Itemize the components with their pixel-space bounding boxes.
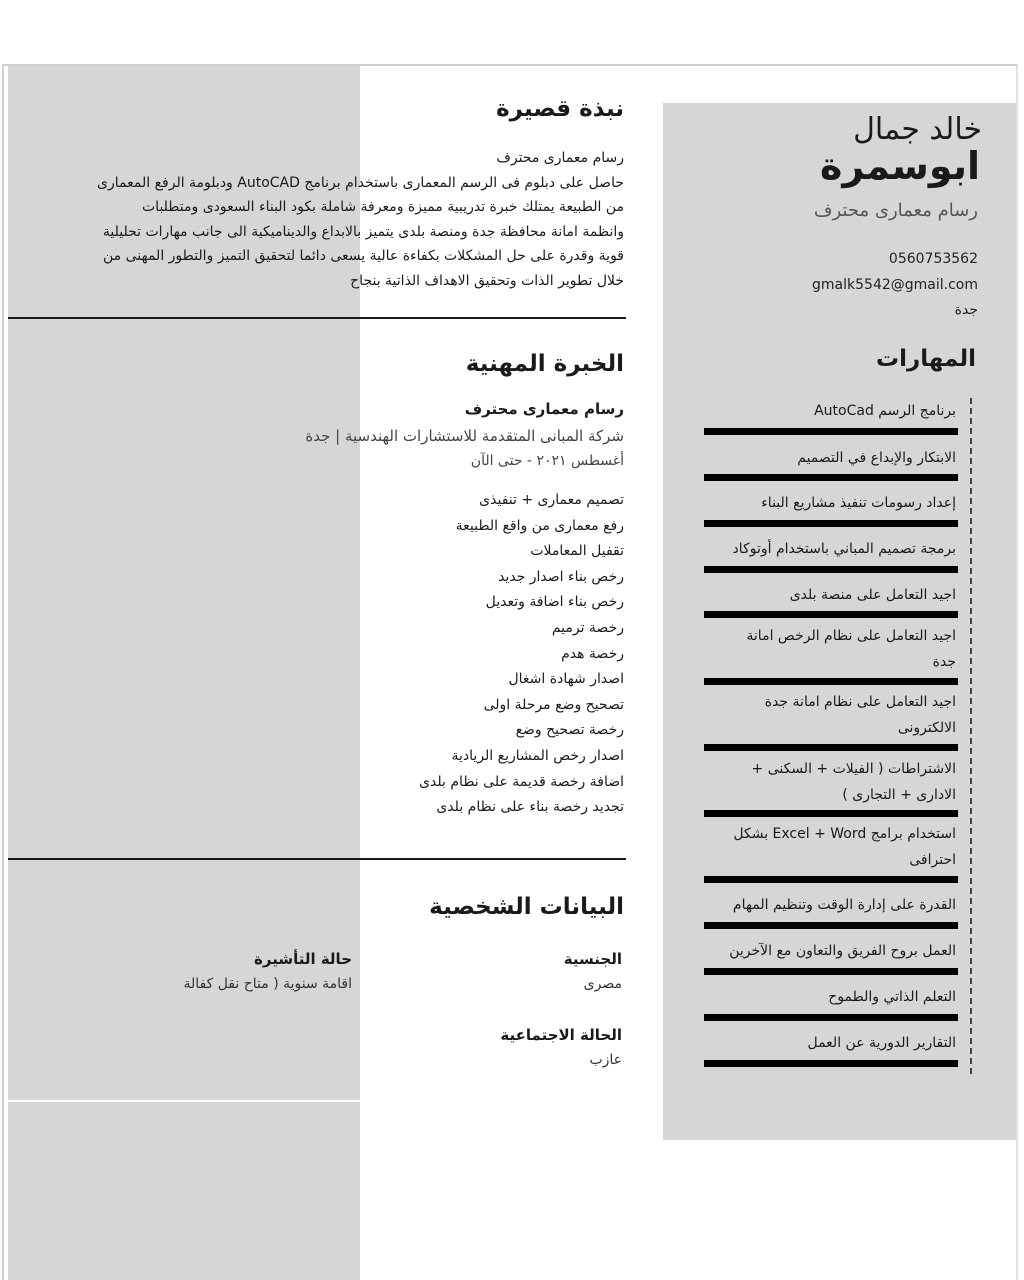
duty-item: رخصة هدم: [561, 645, 624, 662]
duty-item: رفع معمارى من واقع الطبيعة: [455, 517, 624, 534]
job-dates: أغسطس ٢٠٢١ - حتى الآن: [470, 453, 624, 469]
skill-item: برمجة تصميم المباني باستخدام أوتوكاد: [732, 541, 956, 557]
skills-heading: المهارات: [876, 346, 976, 372]
personal-heading: البيانات الشخصية: [429, 894, 624, 920]
duty-item: رخصة ترميم: [551, 619, 624, 636]
divider: [8, 858, 626, 860]
city: جدة: [954, 302, 978, 318]
skill-item: استخدام برامج Excel + Word بشكل احترافى: [733, 826, 956, 868]
divider: [8, 317, 626, 319]
duty-item: اصدار رخص المشاريع الريادية: [451, 747, 624, 764]
marital-label: الحالة الاجتماعية: [500, 1026, 622, 1044]
skill-bar: [704, 1060, 958, 1067]
email-address[interactable]: gmalk5542@gmail.com: [812, 277, 978, 293]
about-line: حاصل على دبلوم فى الرسم المعمارى باستخدام برنامج AutoCAD ودبلومة الرفع المعمارى: [97, 174, 624, 191]
skill-item: العمل بروح الفريق والتعاون مع الآخرين: [729, 943, 956, 959]
skill-bar: [704, 876, 958, 883]
about-line: خلال تطوير الذات وتحقيق الاهداف الذاتية بنجاح: [350, 272, 624, 289]
company-name: شركة المبانى المتقدمة للاستشارات الهندسية | جدة: [305, 427, 624, 445]
skill-item: الابتكار والإبداع في التصميم: [797, 450, 956, 466]
skill-item: اجيد التعامل على منصة بلدى: [789, 587, 956, 603]
about-line: قوية وقدرة على حل المشكلات بكفاءة عالية يسعى دائما لتحقيق التميز والتطور المهنى من: [103, 248, 624, 264]
duty-item: رخص بناء اضافة وتعديل: [485, 594, 624, 611]
visa-value: اقامة سنوية ( متاح نقل كفالة: [183, 976, 352, 992]
skill-bar: [704, 1014, 958, 1021]
skill-item: اجيد التعامل على نظام امانة جدة الالكترونى: [764, 694, 956, 736]
duty-item: رخصة تصحيح وضع: [515, 722, 624, 739]
duty-item: رخص بناء اصدار جديد: [498, 568, 624, 585]
about-line: من الطبيعة يمتلك خبرة تدريبية مميزة ومعرفة شاملة بكود البناء السعودى ومتطلبات: [142, 199, 624, 215]
about-heading: نبذة قصيرة: [496, 96, 624, 122]
skill-item: إعداد رسومات تنفيذ مشاريع البناء: [761, 495, 956, 511]
skill-bar: [704, 968, 958, 975]
skill-bar: [704, 520, 958, 527]
skill-item: برنامج الرسم AutoCad: [814, 403, 956, 419]
skill-item: اجيد التعامل على نظام الرخص امانة جدة: [746, 628, 956, 670]
visa-label: حالة التأشيرة: [254, 950, 352, 968]
skill-item: القدرة على إدارة الوقت وتنظيم المهام: [732, 897, 956, 913]
about-line: وانظمة امانة محافظة جدة ومنصة بلدى يتميز بالابداع والديناميكية الى جانب مهارات تحليلية: [102, 223, 624, 240]
skill-bar: [704, 922, 958, 929]
experience-heading: الخبرة المهنية: [465, 351, 624, 377]
skill-bar: [704, 474, 958, 481]
skills-timeline: [970, 398, 972, 1074]
skill-bar: [704, 566, 958, 573]
duty-item: تصميم معمارى + تنفيذى: [479, 492, 624, 508]
about-line: رسام معمارى محترف: [496, 150, 624, 166]
first-name: خالد جمال: [853, 112, 982, 147]
skill-bar: [704, 428, 958, 435]
phone-number[interactable]: 0560753562: [888, 251, 978, 267]
nationality-label: الجنسية: [563, 950, 622, 968]
skill-bar: [704, 744, 958, 751]
skill-item: التعلم الذاتي والطموح: [828, 989, 956, 1005]
skill-item: التقارير الدورية عن العمل: [807, 1035, 956, 1051]
left-bottom-divider: [8, 1100, 360, 1102]
duty-item: اصدار شهادة اشغال: [508, 671, 624, 688]
marital-value: عازب: [589, 1052, 622, 1068]
duties-list: [419, 488, 624, 821]
duty-item: تصحيح وضع مرحلة اولى: [483, 696, 624, 713]
duty-item: اضافة رخصة قديمة على نظام بلدى: [419, 773, 624, 790]
duty-item: تقفيل المعاملات: [530, 543, 624, 560]
skill-bar: [704, 678, 958, 685]
nationality-value: مصرى: [583, 976, 622, 992]
about-paragraph: [34, 146, 624, 293]
skill-item: الاشتراطات ( الفيلات + السكنى + الادارى + التجارى ): [751, 761, 956, 803]
profile-role: رسام معمارى محترف: [813, 200, 978, 221]
duty-item: تجديد رخصة بناء على نظام بلدى: [436, 799, 624, 816]
job-title: رسام معمارى محترف: [464, 400, 624, 418]
skill-bar: [704, 611, 958, 618]
skill-bar: [704, 810, 958, 817]
last-name: ابوسمرة: [819, 144, 980, 188]
